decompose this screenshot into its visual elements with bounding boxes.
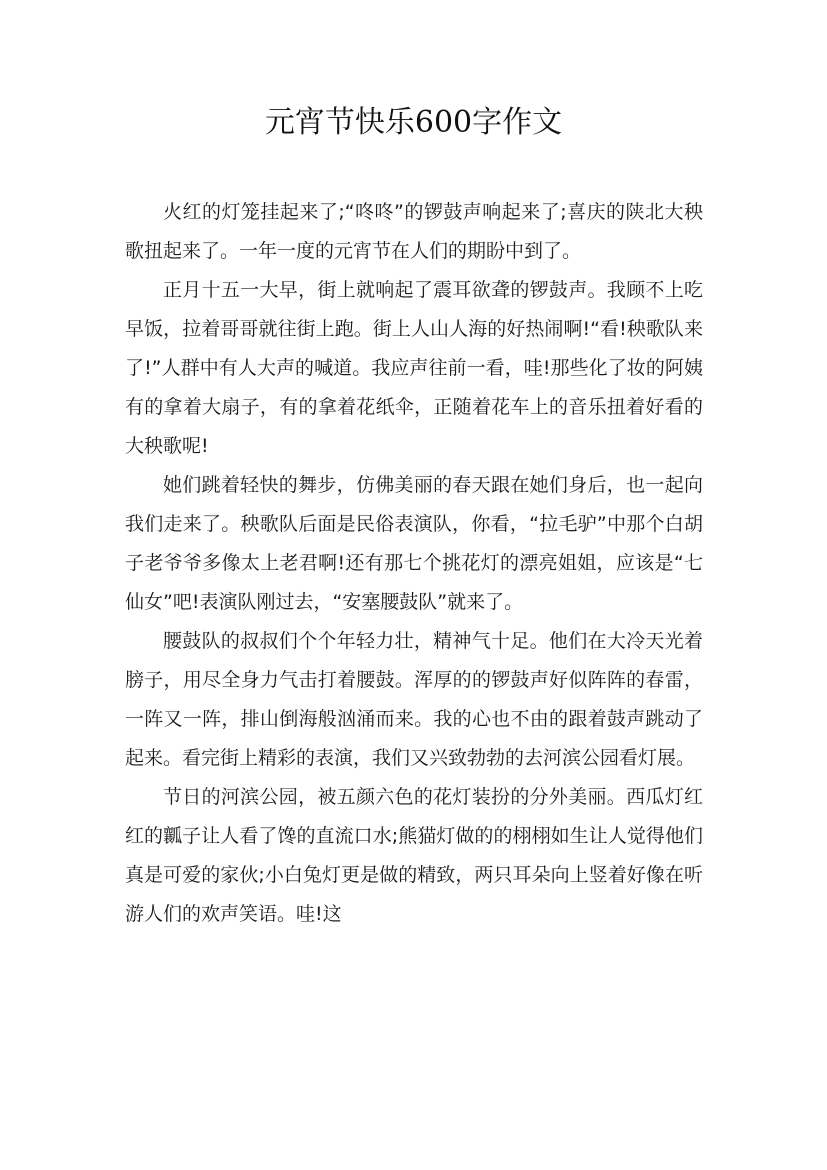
document-title: 元宵节快乐600字作文 — [264, 105, 563, 140]
paragraph-2: 正月十五一大早，街上就响起了震耳欲聋的锣鼓声。我顾不上吃早饭，拉着哥哥就往街上跑。街上人山人海的好热闹啊!“看!秧歌队来了!”人群中有人大声的喊道。我应声往前一看，哇!那些化了妆的阿姨有的拿着大扇子，有的拿着花纸伞，正随着花车上的音乐扭着好看的大秧歌呢! — [125, 279, 703, 457]
document-body — [125, 193, 703, 934]
paragraph-4: 腰鼓队的叔叔们个个年轻力壮，精神气十足。他们在大冷天光着膀子，用尽全身力气击打着腰鼓。浑厚的的锣鼓声好似阵阵的春雷，一阵又一阵，排山倒海般汹涌而来。我的心也不由的跟着鼓声跳动了起来。看完街上精彩的表演，我们又兴致勃勃的去河滨公园看灯展。 — [125, 630, 703, 769]
paragraph-5: 节日的河滨公园，被五颜六色的花灯装扮的分外美丽。西瓜灯红红的瓤子让人看了馋的直流口水;熊猫灯做的的栩栩如生让人觉得他们真是可爱的家伙;小白兔灯更是做的精致，两只耳朵向上竖着好像在听游人们的欢声笑语。哇!这 — [125, 786, 703, 925]
paragraph-1: 火红的灯笼挂起来了;“咚咚”的锣鼓声响起来了;喜庆的陕北大秧歌扭起来了。一年一度的元宵节在人们的期盼中到了。 — [125, 201, 703, 262]
paragraph-3: 她们跳着轻快的舞步，仿佛美丽的春天跟在她们身后，也一起向我们走来了。秧歌队后面是民俗表演队，你看，“拉毛驴”中那个白胡子老爷爷多像太上老君啊!还有那七个挑花灯的漂亮姐姐，应该是“七仙女”吧!表演队刚过去，“安塞腰鼓队”就来了。 — [125, 474, 703, 613]
